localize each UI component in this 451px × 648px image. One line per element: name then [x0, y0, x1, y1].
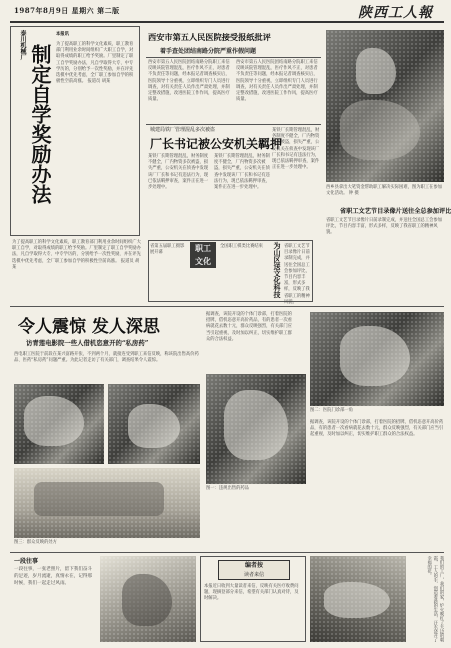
culture-item-c: 为山区送文化科技: [273, 242, 281, 298]
culture-item-c-body: 省职工文艺节目录像片日前录制完成，并送往全国总工会参加评比，节目内容丰富，形式多样，反映了我省职工的精神风貌。: [284, 244, 310, 305]
main-body-col3: 据调查，该院开设的个体门诊部，打着医院的招牌，借机恣意开高价药品，有的患者一次看病就花去数十元，群众反映强烈，有关部门应当引起重视，及时加以纠正，切实维护职工群众的合法权益。: [310, 420, 444, 438]
factory-body-col1: 某铁厂长期管理混乱，财务制度不健全，厂内物资多次被盗，损失严重，公安机关在侦查中发现该厂厂长和书记有违法行为，现已依法羁押审查，案件正在进一步处理中。: [148, 154, 209, 191]
factory-body-col3: 某铁厂长期管理混乱，财务制度不健全，厂内物资多次被盗，损失严重，公安机关在侦查中发现该厂厂长和书记有违法行为，现已依法羁押审查，案件正在进一步处理中。: [272, 128, 320, 171]
masthead-rule: [10, 21, 444, 23]
hospital-headline: 西安市第五人民医院接受报纸批评: [148, 32, 271, 42]
left-lower-body: 为了提高职工的科学文化素质，职工教育部门利用业余时间组织广大职工自学，对取得成绩的职工给予奖励。厂里制定了职工自学奖励办法，凡自学取得大专、中专学历的，分别给予一次性奖励，并在评先选模中优先考虑，全厂职工参加自学的积极性空前高涨。 报道员 胡某: [12, 240, 141, 270]
editor-note-stamp: [218, 560, 290, 580]
hospital-body-col2: 西安市第五人民医院团结南路分院职工来信反映该院管理混乱，医疗作风不正，对患者不负责任等问题，经本报记者调查核实后，医院领导十分重视，立即组织专门人员进行调查，对有关责任人员作出严肃处理，并制定整改措施，改进医院工作作风，提高医疗质量。: [236, 60, 318, 103]
hospital-subhead: 着手查处团结南路分院严重作假问题: [160, 48, 257, 55]
bottom-photo-b: [310, 556, 406, 642]
story-left-body: 为了提高职工的科学文化素质，职工教育部门利用业余时间组织广大职工自学，对取得成绩的职工给予奖励。厂里制定了职工自学奖励办法，凡自学取得大专、中专学历的，分别给予一次性奖励，并在评先选模中优先考虑，全厂职工参加自学的积极性空前高涨。 报道员 胡某: [56, 42, 134, 85]
story-left-reporter: 本报讯: [56, 32, 69, 37]
main-photo-c: [14, 468, 200, 538]
hospital-rule: [146, 57, 321, 58]
culture-badge-left: 职工: [195, 243, 211, 253]
selection-body: 省职工文艺节目录像片日前录制完成，并送往全国总工会参加评比，节目内容丰富，形式多样，反映了我省职工的精神风貌。: [326, 218, 443, 236]
main-photo-caption-b: 图二：医院门诊部一角: [310, 408, 353, 413]
main-photo-caption-c: 图三：群众反映的处方: [14, 540, 57, 545]
culture-badge-right: 文化: [195, 256, 211, 266]
editor-note-body: 本报近日收到大量读者来信，反映有关医疗收费问题，现摘登部分来信，希望有关部门认真对待，及时解决。: [204, 584, 299, 602]
factory-kicker: 城建局铁厂管理混乱多次被盗: [150, 127, 216, 133]
editor-note-title: 编者按: [244, 562, 263, 569]
worker-photo-caption: 西乡县拿出大笔资金帮助职工解决实际困难，图为职工在参加文化活动。 钟 摄: [326, 185, 443, 197]
main-photo-d: [206, 374, 306, 484]
poem-right-body: 我们的工厂，我们的家，炉火映红了天边的朝霞，工人的手，创造着新的生活，汗水浇开了幸福的花。: [426, 556, 444, 642]
selection-headline: 省职工文艺节目录像片送往全总参加评比: [340, 208, 451, 215]
poem-title: 一段往事: [14, 558, 39, 565]
story-left-headline: 制定自学奖励办法: [28, 44, 52, 204]
culture-badge: [190, 242, 216, 268]
main-photo-caption-a: 图一：违规出售的药品: [206, 486, 249, 491]
factory-body-col2: 某铁厂长期管理混乱，财务制度不健全，厂内物资多次被盗，损失严重，公安机关在侦查中发现该厂厂长和书记有违法行为，现已依法羁押审查，案件正在进一步处理中。: [214, 154, 270, 191]
factory-rule-top: [146, 124, 321, 125]
culture-item-a: 省第五届职工摄影展开幕: [150, 244, 185, 256]
main-photo-e: [310, 312, 444, 406]
worker-photo: [326, 30, 444, 182]
bottom-rule: [10, 552, 444, 553]
editor-note-label: 读者来信: [243, 572, 264, 578]
main-subhead: 访青莲电影院一些人借机恣意开的“私房药”: [26, 339, 149, 347]
poem-body: 一段往事，一张老照片，留下我们奋斗的足迹，岁月流逝，真情永在，记得那时候，我们一起走过风雨。: [14, 567, 93, 586]
hospital-body-col1: 西安市第五人民医院团结南路分院职工来信反映该院管理混乱，医疗作风不正，对患者不负责任等问题，经本报记者调查核实后，医院领导十分重视，立即组织专门人员进行调查，对有关责任人员作出严肃处理，并制定整改措施，改进医院工作作风，提高医疗质量。: [148, 60, 230, 103]
culture-item-b: 全国职工棋类比赛结束: [220, 244, 263, 249]
main-headline: 令人震惊 发人深思: [18, 317, 160, 337]
main-photo-b: [108, 384, 200, 464]
story-left-kicker: 泰川机械厂: [19, 30, 26, 60]
main-photo-a: [14, 384, 104, 464]
newspaper-masthead: 陕西工人報: [358, 5, 433, 21]
main-intro: 西电职工医院于前段在某兴富路开张，不到两个月，就接连受到职工来信反映，称该院出售高价药品、医药“私房药”问题严重。为此记者走访了有关部门，调查结果令人震惊。: [14, 352, 199, 364]
date-line: 1987年8月9日 星期六 第二版: [14, 6, 120, 15]
main-story-rule: [10, 306, 444, 307]
bottom-photo-a: [100, 556, 196, 642]
factory-headline: 厂长书记被公安机关羁押: [150, 137, 283, 151]
main-body-col2: 据调查，该院开设的个体门诊部，打着医院的招牌，借机恣意开高价药品，有的患者一次看病就花去数十元，群众反映强烈，有关部门应当引起重视，及时加以纠正，切实维护职工群众的合法权益。: [206, 312, 292, 342]
